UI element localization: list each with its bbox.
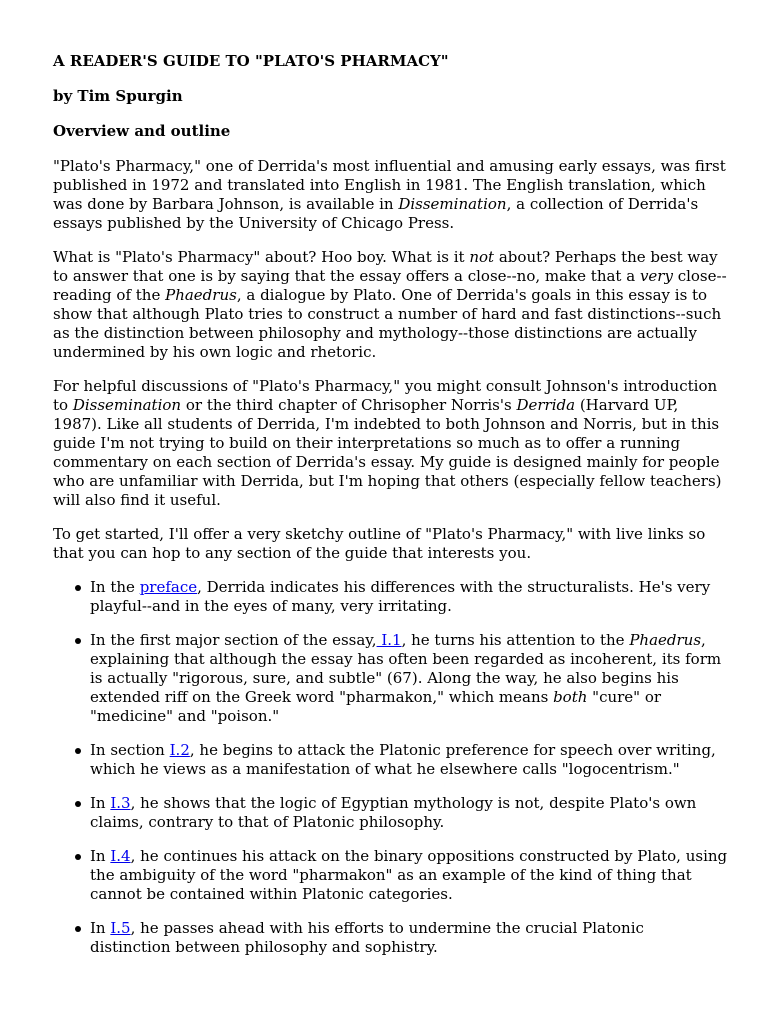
bullet-icon bbox=[75, 585, 81, 591]
list-item: In the first major section of the essay, I.1, he turns his attention to the Phaedrus, explaining that although the essay has often been regarded as incoherent, its form is actually "rigorous, sure, and subtle" (67). Along the way, he also begins his extended riff on the Greek word "pharmakon," which means both "cure" or "medicine" and "poison." bbox=[53, 631, 728, 726]
author-byline: by Tim Spurgin bbox=[53, 87, 183, 105]
list-item: In section I.2, he begins to attack the Platonic preference for speech over writing, which he views as a manifestation of what he elsewhere calls "logocentrism." bbox=[53, 741, 728, 779]
section-i2-link[interactable]: I.2 bbox=[169, 741, 190, 759]
list-item: In I.5, he passes ahead with his efforts to undermine the crucial Platonic distinction between philosophy and sophistry. bbox=[53, 919, 728, 957]
list-item: In the preface, Derrida indicates his differences with the structuralists. He's very playful--and in the eyes of many, very irritating. bbox=[53, 578, 728, 616]
italic-emphasis: both bbox=[553, 688, 588, 706]
bullet-icon bbox=[75, 801, 81, 807]
italic-emphasis: not bbox=[469, 248, 495, 266]
section-i4-link[interactable]: I.4 bbox=[110, 847, 131, 865]
italic-book-title: Derrida bbox=[516, 396, 576, 414]
italic-book-title: Dissemination bbox=[72, 396, 182, 414]
italic-dialogue-title: Phaedrus bbox=[629, 631, 702, 649]
preface-link[interactable]: preface bbox=[139, 578, 198, 596]
section-i5-link[interactable]: I.5 bbox=[110, 919, 131, 937]
about-paragraph: What is "Plato's Pharmacy" about? Hoo boy. What is it not about? Perhaps the best way to answer that one is by saying that the essay offers a close--no, make that a very close--reading of the Phaedrus, a dialogue by Plato. One of Derrida's goals in this essay is to show that although Plato tries to construct a number of hard and fast distinctions--such as the distinction between philosophy and mythology--those distinctions are actually undermined by his own logic and rhetoric. bbox=[53, 248, 727, 361]
intro-paragraph: "Plato's Pharmacy," one of Derrida's most influential and amusing early essays, was first published in 1972 and translated into English in 1981. The English translation, which was done by Barbara Johnson, is available in Dissemination, a collection of Derrida's essays published by the University of Chicago Press. bbox=[53, 157, 726, 232]
list-item: In I.4, he continues his attack on the binary oppositions constructed by Plato, using the ambiguity of the word "pharmakon" as an example of the kind of thing that cannot be contained within Platonic categories. bbox=[53, 847, 728, 904]
italic-book-title: Dissemination bbox=[398, 195, 507, 213]
section-i1-link[interactable]: I.1 bbox=[376, 631, 402, 649]
section-i3-link[interactable]: I.3 bbox=[110, 794, 131, 812]
outline-intro-paragraph: To get started, I'll offer a very sketchy outline of "Plato's Pharmacy," with live links so that you can hop to any section of the guide that interests you. bbox=[53, 525, 706, 562]
italic-emphasis: very bbox=[639, 267, 673, 285]
document-title: A READER'S GUIDE TO "PLATO'S PHARMACY" bbox=[53, 52, 449, 70]
bullet-icon bbox=[75, 748, 81, 754]
references-paragraph: For helpful discussions of "Plato's Pharmacy," you might consult Johnson's introduction to Dissemination or the third chapter of Chrisopher Norris's Derrida (Harvard UP, 1987). Like all students of Derrida, I'm indebted to both Johnson and Norris, but in this guide I'm not trying to build on their interpretations so much as to offer a running commentary on each section of Derrida's essay. My guide is designed mainly for people who are unfamiliar with Derrida, but I'm hoping that others (especially fellow teachers) will also find it useful. bbox=[53, 377, 722, 509]
bullet-icon bbox=[75, 926, 81, 932]
list-item: In I.3, he shows that the logic of Egyptian mythology is not, despite Plato's own claims, contrary to that of Platonic philosophy. bbox=[53, 794, 728, 832]
italic-dialogue-title: Phaedrus bbox=[165, 286, 237, 304]
bullet-icon bbox=[75, 854, 81, 860]
section-heading: Overview and outline bbox=[53, 122, 231, 140]
outline-list bbox=[53, 578, 728, 957]
bullet-icon bbox=[75, 638, 81, 644]
